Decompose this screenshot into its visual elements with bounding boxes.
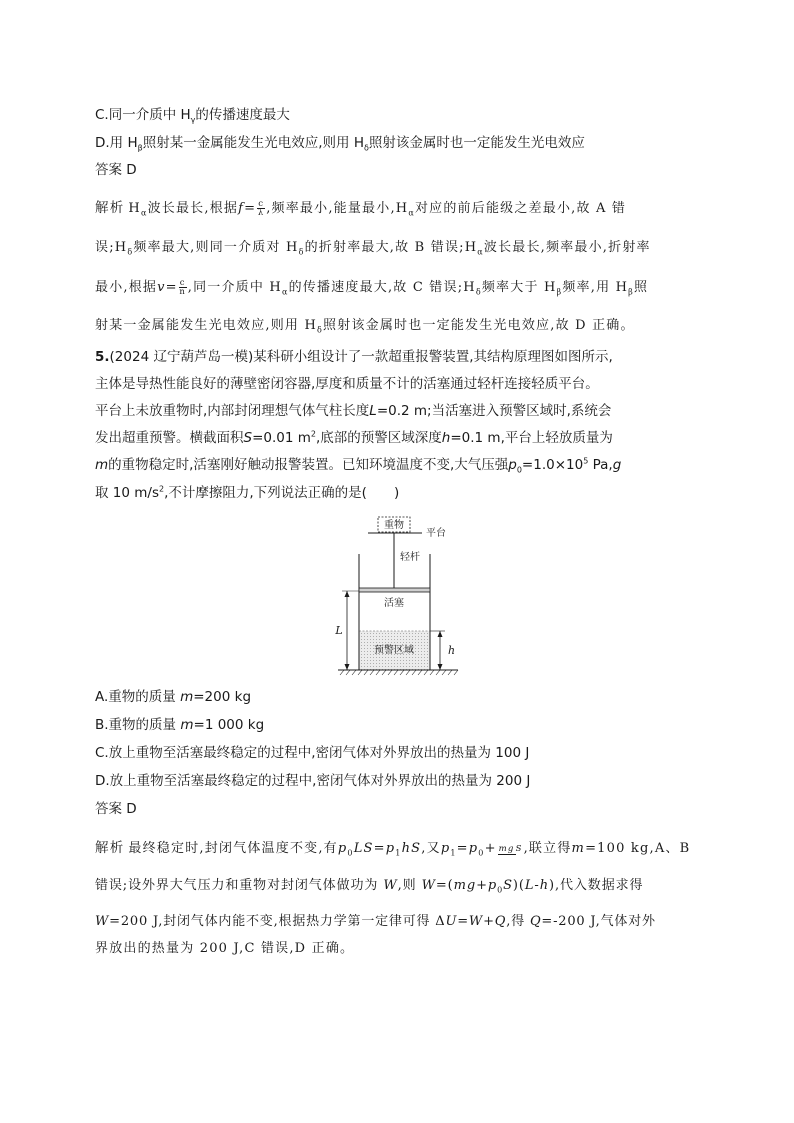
numerator: mg [498, 843, 515, 854]
superscript: 5 [583, 456, 589, 466]
numerator: c [258, 199, 265, 209]
text: ,则 [397, 878, 417, 893]
prev-solution-line-1 [95, 196, 626, 218]
text: = [457, 914, 469, 929]
piston-label: 活塞 [384, 598, 404, 609]
L-arrow-top [345, 591, 350, 597]
L-label: L [335, 624, 343, 637]
subscript: α [477, 247, 484, 257]
answer-value: D [126, 801, 137, 817]
variable: S [243, 430, 253, 446]
variable: m [180, 717, 194, 733]
numerator: c [179, 278, 186, 288]
solution-5-line-1 [95, 836, 690, 858]
variable: p [487, 878, 498, 893]
option-d-text-b: 照射某一金属能发生光电效应,则用 H [142, 135, 364, 151]
text: =( [435, 878, 454, 893]
warning-zone-label: 预警区域 [374, 645, 414, 656]
solution-label: 解析 [95, 840, 125, 856]
variable: L [524, 878, 535, 893]
text: H [128, 201, 141, 216]
text: =0.01 m [252, 430, 311, 446]
variable: L [369, 403, 377, 419]
text: - [534, 878, 540, 893]
ground-hatching [340, 670, 458, 675]
subscript: β [628, 287, 634, 297]
text: = [456, 841, 469, 856]
answer-prev [95, 158, 137, 178]
text: 波长最长,根据 [147, 201, 239, 216]
h-arrow-bottom [438, 664, 443, 670]
text: ,不计摩擦阻力,下列说法正确的是( ) [164, 485, 400, 501]
text: =0.2 m;当活塞进入预警区域时,系统会 [376, 403, 612, 419]
answer-value: D [126, 162, 137, 178]
variable: W [95, 914, 110, 929]
denominator: λ [257, 208, 265, 218]
variable: mg [453, 878, 477, 893]
text: 界放出的热量为 200 J,C 错误,D 正确。 [95, 941, 355, 956]
text: 照射该金属时也一定能发生光电效应,故 D 正确。 [323, 318, 635, 333]
text: =0.1 m,平台上轻放质量为 [450, 430, 613, 446]
question-5-line-3 [95, 399, 611, 419]
option-b [95, 713, 264, 733]
subscript: 0 [347, 848, 354, 858]
question-5-line-4 [95, 426, 613, 446]
piston [359, 588, 430, 592]
subscript: α [408, 208, 415, 218]
text: + [476, 878, 488, 893]
text: =200 kg [193, 689, 252, 705]
option-d-prev [95, 131, 585, 153]
text: ,同一介质中 H [187, 280, 282, 295]
question-5-line-1 [95, 345, 613, 365]
weight-label: 重物 [384, 520, 404, 531]
text: 波长最长,频率最小,折射率 [483, 240, 651, 255]
variable: g [612, 457, 622, 473]
text: =100 kg,A、B [585, 841, 691, 856]
subscript: δ [298, 247, 305, 257]
option-c-prev [95, 103, 290, 125]
text: (2024 辽宁葫芦岛一模)某科研小组设计了一款超重报警装置,其结构原理图如图所示, [109, 349, 613, 365]
text: = [373, 841, 386, 856]
text: 最终稳定时,封闭气体温度不变,有 [128, 841, 338, 856]
text: 发出超重预警。横截面积 [95, 430, 244, 446]
fraction [257, 200, 265, 217]
text: 照 [634, 280, 649, 295]
solution-5-line-2 [95, 874, 643, 895]
subscript: α [140, 208, 148, 218]
text: =-200 J,气体对外 [541, 914, 656, 929]
denominator: n [179, 287, 187, 297]
answer-label: 答案 [95, 801, 122, 817]
denominator: S [515, 843, 523, 854]
variable: Q [529, 914, 542, 929]
variable: p [337, 841, 348, 856]
variable: h [539, 878, 549, 893]
text: 最小,根据 [95, 280, 158, 295]
subscript: 0 [478, 848, 485, 858]
variable: W [383, 878, 398, 893]
variable: W [421, 878, 436, 893]
L-arrow-bottom [345, 664, 350, 670]
option-a [95, 685, 251, 705]
variable: h [441, 430, 451, 446]
text: ,联立得 [523, 841, 572, 856]
text: =200 J,封闭气体内能不变,根据热力学第一定律可得 Δ [109, 914, 446, 929]
text: 对应的前后能级之差最小,故 A 错 [414, 201, 627, 216]
subscript: δ [317, 325, 324, 335]
text: D.放上重物至活塞最终稳定的过程中,密闭气体对外界放出的热量为 200 J [95, 773, 531, 789]
option-d-text-a: D.用 H [95, 135, 138, 151]
variable: LS [353, 841, 374, 856]
text: 频率最大,则同一介质对 H [133, 240, 299, 255]
text: Pa, [588, 457, 613, 473]
text: ,频率最小,能量最小,H [266, 201, 409, 216]
rod-label: 轻杆 [400, 552, 420, 563]
option-d-text-c: 照射该金属时也一定能发生光电效应 [368, 135, 585, 151]
subscript: β [137, 143, 143, 153]
solution-label: 解析 [95, 200, 125, 216]
text: ,又 [421, 841, 441, 856]
text: 的传播速度最大,故 C 错误;H [288, 280, 476, 295]
text: 主体是导热性能良好的薄壁密闭容器,厚度和质量不计的活塞通过轻杆连接轻质平台。 [95, 376, 599, 392]
text: ,底部的预警区域深度 [315, 430, 442, 446]
subscript: δ [363, 143, 369, 153]
question-5-line-2 [95, 372, 599, 392]
variable: hS [401, 841, 422, 856]
platform-label: 平台 [426, 528, 446, 539]
formula: v= [157, 280, 178, 295]
question-number: 5. [95, 349, 110, 365]
variable: m [95, 457, 109, 473]
h-arrow-top [438, 631, 443, 637]
subscript: 0 [497, 885, 504, 895]
variable: p [508, 457, 517, 473]
text: )( [512, 878, 525, 893]
text: 平台上未放重物时,内部封闭理想气体气柱长度 [95, 403, 370, 419]
text: 误;H [95, 240, 128, 255]
variable: W [468, 914, 484, 929]
fraction [498, 845, 523, 853]
variable: m [571, 841, 586, 856]
question-5-line-6 [95, 481, 399, 501]
subscript: α [281, 287, 289, 297]
text: A.重物的质量 [95, 689, 176, 705]
answer-5 [95, 797, 137, 817]
alarm-device-diagram [330, 512, 465, 677]
fraction [179, 279, 187, 296]
question-5-line-5 [95, 453, 621, 475]
text: B.重物的质量 [95, 717, 177, 733]
text: 错误;设外界大气压力和重物对封闭气体做功为 [95, 878, 379, 893]
variable: S [503, 878, 513, 893]
option-c-tail: 的传播速度最大 [195, 107, 290, 123]
text: + [483, 914, 495, 929]
text: ,得 [506, 914, 525, 929]
text: =1 000 kg [193, 717, 265, 733]
solution-5-line-3 [95, 910, 656, 929]
superscript: 2 [310, 429, 316, 439]
variable: p [468, 841, 479, 856]
subscript: 0 [516, 465, 522, 475]
prev-solution-line-4 [95, 314, 635, 335]
subscript: δ [475, 287, 482, 297]
subscript: γ [190, 115, 196, 125]
option-c-text: C.同一介质中 H [95, 107, 191, 123]
formula: f= [238, 201, 257, 216]
subscript: 1 [450, 848, 457, 858]
subscript: δ [127, 247, 134, 257]
text: 取 10 m/s [95, 485, 159, 501]
option-d [95, 769, 530, 789]
text: 频率,用 H [562, 280, 629, 295]
variable: Q [494, 914, 507, 929]
text: 频率大于 H [481, 280, 557, 295]
variable: p [385, 841, 396, 856]
text: C.放上重物至活塞最终稳定的过程中,密闭气体对外界放出的热量为 100 J [95, 745, 530, 761]
answer-label: 答案 [95, 162, 122, 178]
text: =1.0×10 [521, 457, 584, 473]
subscript: 1 [395, 848, 402, 858]
text: 射某一金属能发生光电效应,则用 H [95, 318, 318, 333]
solution-5-line-4 [95, 937, 354, 956]
variable: m [180, 689, 194, 705]
text: 的折射率最大,故 B 错误;H [304, 240, 478, 255]
option-c [95, 741, 529, 761]
variable: U [445, 914, 458, 929]
text: + [484, 841, 497, 856]
text: ),代入数据求得 [548, 878, 644, 893]
text: 的重物稳定时,活塞刚好触动报警装置。已知环境温度不变,大气压强 [108, 457, 509, 473]
subscript: β [556, 287, 563, 297]
h-label: h [448, 644, 456, 657]
superscript: 2 [159, 484, 165, 494]
prev-solution-line-2 [95, 236, 651, 257]
variable: p [440, 841, 451, 856]
prev-solution-line-3 [95, 276, 648, 297]
